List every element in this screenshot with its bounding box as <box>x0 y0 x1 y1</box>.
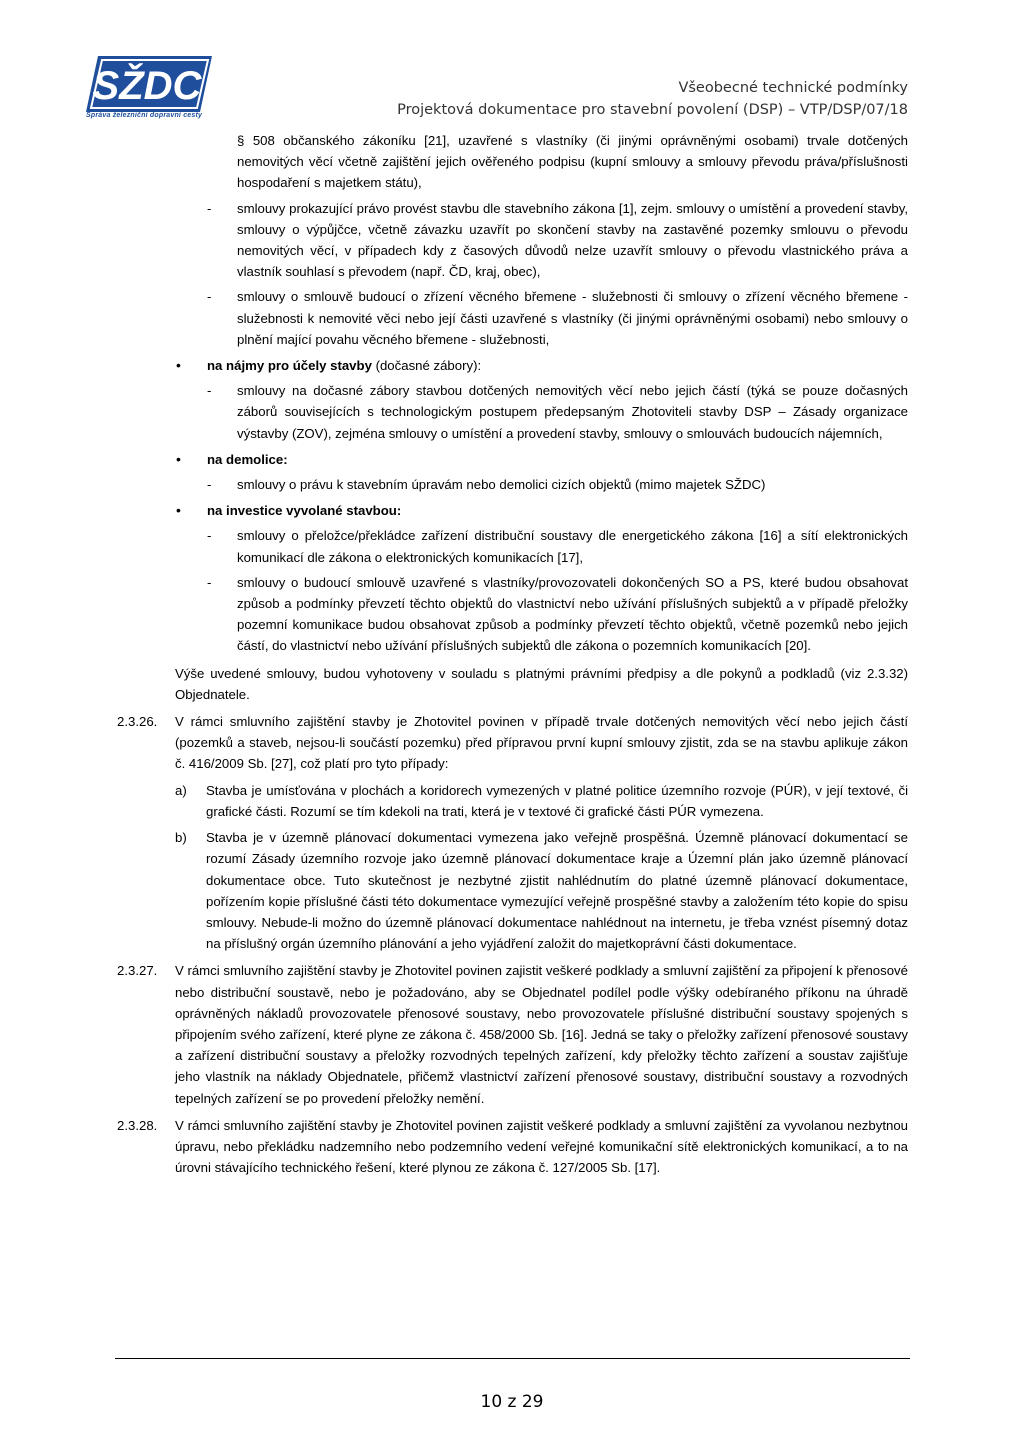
bullet-marker: • <box>176 357 181 374</box>
bullet-heading: na investice vyvolané stavbou: <box>207 503 402 519</box>
header-title: Všeobecné technické podmínky <box>678 80 908 96</box>
dash-marker: - <box>207 200 212 216</box>
footer-divider <box>115 1358 910 1359</box>
dash-marker: - <box>207 383 212 399</box>
item-letter: a) <box>175 782 187 798</box>
logo-text: SŽDC <box>92 64 202 108</box>
list-item <box>207 198 908 283</box>
list-item <box>207 474 908 495</box>
closing-note: Výše uvedené smlouvy, budou vyhotoveny v souladu s platnými právními předpisy a dle pokynů a podkladů (viz 2.3.32) Objednatele. <box>175 665 908 702</box>
list-item-text: smlouvy o přeložce/překládce zařízení distribuční soustavy dle energetického zákona [16] a sítí elektronických komunikací dle zákona o elektronických komunikacích [17], <box>237 528 908 565</box>
bullet-heading: na nájmy pro účely stavby <box>207 358 372 374</box>
list-item-text: smlouvy na dočasné zábory stavbou dotčených nemovitých věcí nebo jejich částí (týká se pouze dočasných záborů souvisejících s technologickým postupem předepsaným Zhotoviteli stavby DSP – Zásady organizace výstavby (ZOV), zejména smlouvy o umístění a provedení stavby, smlouvy o smlouvách budoucích nájemních, <box>237 383 908 441</box>
list-item <box>207 286 908 350</box>
dash-marker: - <box>207 528 212 544</box>
lettered-item <box>175 827 908 954</box>
list-item-text: smlouvy o smlouvě budoucí o zřízení věcného břemene - služebnosti či smlouvy o zřízení věcného břemene - služebnosti k nemovité věci nebo její části uzavřené s vlastníky (či jinými oprávněnými osobami) nebo smlouvy o plnění mající povahu věcného břemene - služebnosti, <box>237 289 908 347</box>
bullet-item <box>176 500 908 521</box>
document-body <box>0 130 1024 1178</box>
szdc-logo <box>84 52 214 118</box>
list-item-text: smlouvy prokazující právo provést stavbu dle stavebního zákona [1], zejm. smlouvy o umístění a provedení stavby, smlouvy o výpůjčce, včetně závazku uzavřít po skončení stavby na zastavěné pozemky smlouvu o převodu nemovitých věcí, v případech kdy z časových důvodů nelze uzavřít smlouvy o převodu vlastnického práva a vlastník souhlasí s převodem (např. ČD, kraj, obec), <box>237 200 908 280</box>
lettered-item <box>175 780 908 822</box>
list-item-text: smlouvy o právu k stavebním úpravám nebo demolici cizích objektů (mimo majetek SŽDC) <box>237 477 766 493</box>
paragraph-number: 2.3.27. <box>117 963 158 979</box>
item-letter: b) <box>175 830 187 846</box>
header-subtitle: Projektová dokumentace pro stavební povolení (DSP) – VTP/DSP/07/18 <box>397 102 908 118</box>
list-item-text: smlouvy o budoucí smlouvě uzavřené s vlastníky/provozovateli dokončených SO a PS, které budou obsahovat způsob a podmínky převzetí těchto objektů do vlastnictví nebo užívání příslušných subjektů a v případě přeložky pozemní komunikace budou obsahovat způsob a podmínky převzetí těchto objektů, včetně pozemků nebo jejich částí, do vlastnictví nebo užívání příslušných subjektů dle zákona o pozemních komunikacích [20]. <box>237 574 908 654</box>
paragraph-text: V rámci smluvního zajištění stavby je Zhotovitel povinen zajistit veškeré podklady a smluvní zajištění za vyvolanou nezbytnou úpravu, nebo překládku nadzemního nebo podzemního vedení veřejné komunikační sítě elektronických komunikací, a to na úrovni stávajícího technického řešení, které plynou ze zákona č. 127/2005 Sb. [17]. <box>175 1117 908 1176</box>
paragraph-number: 2.3.28. <box>117 1117 158 1133</box>
numbered-paragraph <box>117 1115 908 1179</box>
paragraph-text: V rámci smluvního zajištění stavby je Zhotovitel povinen v případě trvale dotčených nemovitých věcí nebo jejich částí (pozemků a staveb, nejsou-li součástí pozemku) před přípravou první kupní smlouvy zjistit, zda se na stavbu aplikuje zákon č. 416/2009 Sb. [27], což platí pro tyto případy: <box>175 714 908 772</box>
bullet-item <box>176 449 908 470</box>
bullet-marker: • <box>176 502 181 519</box>
list-item <box>207 572 908 657</box>
paragraph-text: V rámci smluvního zajištění stavby je Zhotovitel povinen zajistit veškeré podklady a smluvní zajištění za připojení k přenosové nebo distribuční soustavě, nebo je požadováno, aby se Objednatel podílel podle výšky odebíraného příkonu na úhradě oprávněných nákladů provozovatele přenosové soustavy, nebo provozovatele příslušné distribuční soustavy spojených s připojením svého zařízení, které plyne ze zákona č. 458/2000 Sb. [16]. Jedná se taky o přeložky zařízení přenosové soustavy a zařízení distribuční soustavy a přeložky rozvodných tepelných zařízení, kdy přeložky těchto zařízení a soustav zajišťuje jeho vlastník na náklady Objednatele, přičemž vlastnictví zařízení přenosové soustavy, distribuční soustavy a rozvodných tepelných zařízení se po provedení přeložky nemění. <box>175 963 908 1106</box>
item-text: Stavba je v územně plánovací dokumentaci vymezena jako veřejně prospěšná. Územně plánovací dokumentací se rozumí Zásady územního rozvoje jako územně plánovací dokumentace kraje a Územní plán jako územně plánovací dokumentace obce. Tuto skutečnost je nezbytné zjistit nahlédnutím do platné územně plánovací dokumentace, pořízením kopie příslušné části této dokumentace vymezující veřejně prospěšné stavby a založením této kopie do spisu smlouvy. Nebude-li možno do územně plánovací dokumentace nahlédnout na internetu, je třeba vznést písemný dotaz na příslušný orgán územního plánování a jeho vyjádření založit do majetkoprávní části dokumentace. <box>206 830 908 952</box>
paragraph-number: 2.3.26. <box>117 714 158 730</box>
bullet-heading: na demolice: <box>207 451 288 467</box>
dash-marker: - <box>207 574 212 590</box>
item-text: Stavba je umísťována v plochách a koridorech vymezených v platné politice územního rozvoje (PÚR), v její textové, či grafické části. Rozumí se tím kdekoli na trati, která je v textové či grafické části PÚR vymezena. <box>206 782 908 819</box>
bullet-heading-rest: (dočasné zábory): <box>371 358 482 374</box>
page-number: 10 z 29 <box>480 1392 544 1412</box>
numbered-paragraph <box>117 960 908 1108</box>
list-item <box>207 525 908 567</box>
bullet-marker: • <box>176 450 181 467</box>
numbered-paragraph <box>117 711 908 775</box>
logo-tagline: Správa železniční dopravní cesty <box>86 112 203 119</box>
dash-marker: - <box>207 477 212 493</box>
dash-marker: - <box>207 289 212 305</box>
intro-continuation: § 508 občanského zákoníku [21], uzavřené s vlastníky (či jinými oprávněnými osobami) trvale dotčených nemovitých věcí včetně zajištění jejich ověřeného podpisu (kupní smlouvy a smlouvy převodu práva/příslušnosti hospodaření s majetkem státu), <box>237 133 908 191</box>
list-item <box>207 380 908 444</box>
bullet-item <box>176 355 908 376</box>
